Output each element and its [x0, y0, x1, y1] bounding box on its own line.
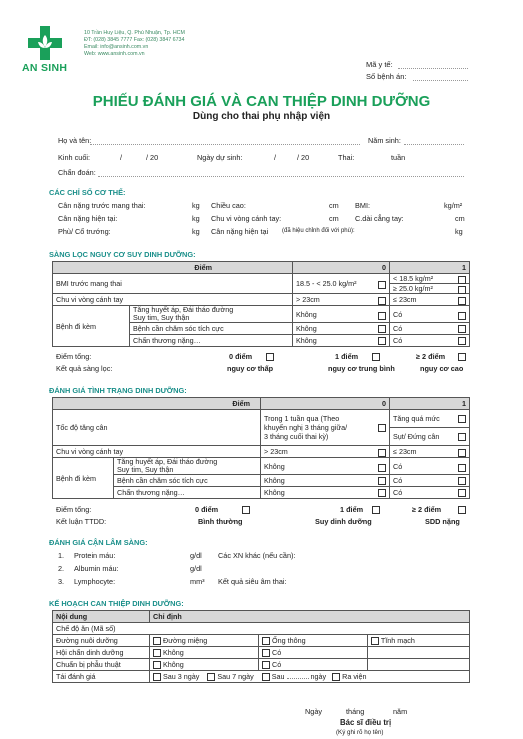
- checkbox[interactable]: [378, 477, 386, 485]
- bmi-label: BMI:: [355, 201, 370, 210]
- benh-1a: Tăng huyết áp, Đái tháo đường: [133, 305, 234, 314]
- chuan-bi-phau-thuat: Chuẩn bị phẫu thuật: [53, 659, 150, 671]
- benh-2: Bệnh cần chăm sóc tích cực: [114, 475, 261, 487]
- checkbox[interactable]: [153, 649, 161, 657]
- toc-do-1: Trong 1 tuần qua (Theo: [264, 414, 340, 423]
- sang-loc-table: [52, 261, 470, 347]
- khong: Không: [264, 461, 285, 471]
- checkbox[interactable]: [262, 637, 270, 645]
- checkbox[interactable]: [242, 506, 250, 514]
- page-subtitle: Dùng cho thai phụ nhập viện: [192, 111, 331, 122]
- checkbox[interactable]: [378, 325, 386, 333]
- checkbox[interactable]: [458, 337, 466, 345]
- checkbox[interactable]: [378, 424, 386, 432]
- diem-2: ≥ 2 điểm: [412, 505, 442, 514]
- checkbox[interactable]: [458, 506, 466, 514]
- checkbox[interactable]: [458, 449, 466, 457]
- checkbox[interactable]: [153, 637, 161, 645]
- checkbox[interactable]: [262, 661, 270, 669]
- ngay-label: Ngày: [305, 707, 323, 716]
- unit-cm: cm: [329, 201, 339, 210]
- kinh-cuoi-label: Kinh cuối:: [58, 153, 91, 162]
- chan-doan-label: Chẩn đoán:: [58, 168, 96, 177]
- nam-sinh-field[interactable]: [404, 137, 464, 145]
- section-chi-so: CÁC CHỈ SỐ CƠ THỂ:: [49, 188, 126, 197]
- diem-header: Điểm: [53, 398, 261, 410]
- bmi-normal: 18.5 - < 25.0 kg/m²: [296, 279, 357, 288]
- khong: Không: [296, 324, 317, 333]
- checkbox[interactable]: [262, 673, 270, 681]
- nam-label: năm: [393, 707, 408, 716]
- arm-label: Chu vi vòng cánh tay: [53, 446, 261, 458]
- protein-label: Protein máu:: [74, 551, 116, 560]
- checkbox[interactable]: [458, 477, 466, 485]
- hieu-chinh-note: (đã hiệu chỉnh đối với phù):: [282, 228, 355, 234]
- page-title: PHIẾU ĐÁNH GIÁ VÀ CAN THIỆP DINH DƯỠNG: [92, 93, 431, 110]
- diem-tong-label: Điểm tổng:: [56, 505, 92, 514]
- checkbox[interactable]: [458, 353, 466, 361]
- bac-si-dieu-tri: Bác sĩ điều trị: [340, 718, 392, 727]
- checkbox[interactable]: [207, 673, 215, 681]
- checkbox[interactable]: [371, 637, 379, 645]
- diem-2: ≥ 2 điểm: [416, 352, 446, 361]
- checkbox[interactable]: [458, 489, 466, 497]
- checkbox[interactable]: [378, 489, 386, 497]
- suy-dinh-duong: Suy dinh dưỡng: [315, 517, 372, 526]
- toc-do-3: 3 tháng cuối thai kỳ): [264, 432, 329, 441]
- can-nang-hien-tai-label: Cân nặng hiện tại:: [58, 214, 118, 223]
- tang-qua-muc: Tăng quá mức: [393, 414, 440, 423]
- section-ke-hoach: KẾ HOẠCH CAN THIỆP DINH DƯỠNG:: [49, 599, 184, 608]
- c-dai-cang-tay-label: C.dài cẳng tay:: [355, 214, 404, 223]
- ke-hoach-table: [52, 610, 470, 683]
- arm-normal: > 23cm: [296, 295, 320, 304]
- so-benh-an-field[interactable]: [413, 72, 468, 81]
- num-2: 2.: [58, 564, 65, 573]
- co: Có: [272, 647, 282, 657]
- col-1-header: 1: [390, 262, 470, 274]
- xn-khac-label: Các XN khác (nếu cần):: [218, 551, 296, 560]
- checkbox[interactable]: [372, 353, 380, 361]
- unit-kg: kg: [192, 214, 200, 223]
- arm-label: Chu vi vòng cánh tay: [53, 294, 293, 306]
- lymphocyte-label: Lymphocyte:: [74, 577, 116, 586]
- ngay: ngày: [310, 671, 327, 681]
- bmi-low: < 18.5 kg/m²: [393, 274, 434, 283]
- ket-luan-label: Kết luận TTDD:: [56, 517, 107, 526]
- thai-label: Thai:: [338, 153, 355, 162]
- chan-doan-field[interactable]: [98, 169, 464, 177]
- checkbox[interactable]: [458, 325, 466, 333]
- diem-0: 0 điểm: [195, 505, 219, 514]
- section-danh-gia: ĐÁNH GIÁ TÌNH TRẠNG DINH DƯỠNG:: [49, 386, 187, 395]
- kinh-cuoi-year: / 20: [146, 153, 159, 162]
- email-line: Email: info@ansinh.com.vn: [84, 44, 149, 50]
- checkbox[interactable]: [372, 506, 380, 514]
- noi-dung-header: Nội dung: [53, 611, 150, 623]
- num-1: 1.: [58, 551, 65, 560]
- so-ngay-field[interactable]: [287, 678, 309, 679]
- ra-vien: Ra viện: [342, 671, 367, 681]
- bmi-label: BMI trước mang thai: [56, 279, 122, 288]
- section-sang-loc: SÀNG LỌC NGUY CƠ SUY DINH DƯỠNG:: [49, 250, 196, 259]
- checkbox[interactable]: [153, 661, 161, 669]
- benh-3: Chấn thương nặng…: [114, 487, 261, 499]
- col-0-header: 0: [293, 262, 390, 274]
- brand-address: [84, 30, 185, 58]
- benh-1b: Suy tim, Suy thận: [133, 313, 190, 322]
- co: Có: [393, 476, 403, 485]
- can-nang-truoc-label: Cân nặng trước mang thai:: [58, 201, 146, 210]
- can-nang-hieu-chinh-label: Cân nặng hiện tại: [211, 227, 269, 236]
- khong: Không: [264, 476, 285, 485]
- slash: /: [274, 153, 277, 162]
- sau-3-ngay: Sau 3 ngày: [163, 671, 200, 681]
- unit-kg: kg: [192, 227, 200, 236]
- checkbox[interactable]: [378, 449, 386, 457]
- checkbox[interactable]: [378, 464, 386, 472]
- co: Có: [393, 461, 403, 471]
- hoi-chan: Hội chẩn dinh dưỡng: [53, 647, 150, 659]
- binh-thuong: Bình thường: [198, 517, 243, 526]
- co: Có: [393, 488, 403, 497]
- checkbox[interactable]: [262, 649, 270, 657]
- nam-sinh-label: Năm sinh:: [368, 136, 401, 145]
- unit-gdl: g/dl: [190, 564, 202, 573]
- address-line: 10 Trần Huy Liệu, Q. Phú Nhuận, Tp. HCM: [84, 30, 185, 36]
- col-1-header: 1: [390, 398, 470, 410]
- benh-label: Bệnh đi kèm: [53, 306, 130, 347]
- nguy-co-tb: nguy cơ trung bình: [328, 364, 395, 373]
- co: Có: [272, 659, 282, 669]
- benh-label: Bệnh đi kèm: [53, 458, 114, 499]
- benh-3: Chấn thương nặng…: [130, 335, 293, 347]
- chieu-cao-label: Chiều cao:: [211, 201, 246, 210]
- benh-1a: Tăng huyết áp, Đái tháo đường: [117, 457, 218, 466]
- section-can-lam-sang: ĐÁNH GIÁ CẬN LÂM SÀNG:: [49, 538, 148, 547]
- ma-y-te-label: Mã y tế:: [366, 60, 393, 69]
- phu-co-truong-label: Phù/ Cổ trướng:: [58, 227, 111, 236]
- duong-nuoi-duong: Đường nuôi dưỡng: [53, 635, 150, 647]
- chu-vi-canh-tay-label: Chu vi vòng cánh tay:: [211, 214, 282, 223]
- checkbox[interactable]: [378, 281, 386, 289]
- diem-header: Điểm: [53, 262, 293, 274]
- unit-kgm2: kg/m²: [444, 201, 463, 210]
- sut-dung-can: Sụt/ Đứng cân: [393, 432, 440, 441]
- ho-ten-label: Họ và tên:: [58, 136, 92, 145]
- albumin-label: Albumin máu:: [74, 564, 119, 573]
- unit-cm: cm: [329, 214, 339, 223]
- arm-low: ≤ 23cm: [393, 447, 417, 456]
- ma-y-te-field[interactable]: [398, 60, 468, 69]
- checkbox[interactable]: [458, 415, 466, 423]
- ho-ten-field[interactable]: [90, 137, 360, 145]
- checkbox[interactable]: [153, 673, 161, 681]
- unit-kg: kg: [192, 201, 200, 210]
- benh-1b: Suy tim, Suy thận: [117, 465, 174, 474]
- sau: Sau: [271, 671, 285, 681]
- tai-danh-gia: Tái đánh giá: [53, 671, 150, 683]
- an-sinh-logo-icon: [28, 26, 62, 60]
- sau-7-ngay: Sau 7 ngày: [217, 671, 254, 681]
- unit-mm3: mm³: [190, 577, 205, 586]
- khong: Không: [163, 659, 184, 669]
- tuan-label: tuần: [391, 153, 406, 162]
- web-line: Web: www.ansinh.com.vn: [84, 51, 145, 57]
- diem-1: 1 điểm: [335, 352, 359, 361]
- ong-thong: Ống thông: [272, 635, 306, 645]
- toc-do-2: khuyến nghị 3 tháng giữa/: [264, 423, 348, 432]
- so-benh-an-label: Số bệnh án:: [366, 72, 407, 81]
- checkbox[interactable]: [458, 297, 466, 305]
- checkbox[interactable]: [458, 312, 466, 320]
- benh-2: Bệnh cần chăm sóc tích cực: [130, 323, 293, 335]
- nguy-co-cao: nguy cơ cao: [420, 364, 464, 373]
- phone-line: ĐT: (028) 3845 7777 Fax: (028) 3847 6734: [84, 37, 185, 43]
- sieu-am-label: Kết quả siêu âm thai:: [218, 577, 287, 586]
- checkbox[interactable]: [378, 337, 386, 345]
- du-sinh-year: / 20: [297, 153, 310, 162]
- thang-label: tháng: [346, 707, 365, 716]
- diem-tong-label: Điểm tổng:: [56, 352, 92, 361]
- num-3: 3.: [58, 577, 65, 586]
- slash: /: [120, 153, 123, 162]
- unit-cm: cm: [455, 214, 465, 223]
- tinh-mach: Tĩnh mạch: [380, 635, 415, 645]
- unit-gdl: g/dl: [190, 551, 202, 560]
- diem-1: 1 điểm: [340, 505, 364, 514]
- bmi-high: ≥ 25.0 kg/m²: [393, 284, 433, 293]
- arm-normal: > 23cm: [264, 447, 288, 456]
- arm-low: ≤ 23cm: [393, 295, 417, 304]
- ky-ghi-ro-ho-ten: (Ký ghi rõ họ tên): [336, 729, 384, 736]
- che-do-an: Chế độ ăn (Mã số): [53, 623, 470, 635]
- khong: Không: [296, 336, 317, 345]
- duong-mieng: Đường miệng: [163, 635, 208, 645]
- khong: Không: [296, 309, 317, 319]
- du-sinh-label: Ngày dự sinh:: [197, 153, 243, 162]
- khong: Không: [163, 647, 184, 657]
- checkbox[interactable]: [458, 464, 466, 472]
- checkbox[interactable]: [332, 673, 340, 681]
- co: Có: [393, 324, 403, 333]
- checkbox[interactable]: [458, 276, 466, 284]
- brand-name: AN SINH: [22, 62, 68, 74]
- unit-kg: kg: [455, 227, 463, 236]
- col-0-header: 0: [261, 398, 390, 410]
- checkbox[interactable]: [378, 312, 386, 320]
- danh-gia-table: [52, 397, 470, 499]
- co: Có: [393, 336, 403, 345]
- sdd-nang: SDD nặng: [425, 517, 460, 526]
- checkbox[interactable]: [458, 433, 466, 441]
- toc-do-label: Tốc độ tăng cân: [53, 410, 261, 446]
- nguy-co-thap: nguy cơ thấp: [227, 364, 274, 373]
- checkbox[interactable]: [266, 353, 274, 361]
- checkbox[interactable]: [378, 297, 386, 305]
- co: Có: [393, 309, 403, 319]
- ket-qua-label: Kết quả sàng lọc:: [56, 364, 113, 373]
- khong: Không: [264, 488, 285, 497]
- diem-0: 0 điểm: [229, 352, 253, 361]
- chi-dinh-header: Chỉ định: [150, 611, 470, 623]
